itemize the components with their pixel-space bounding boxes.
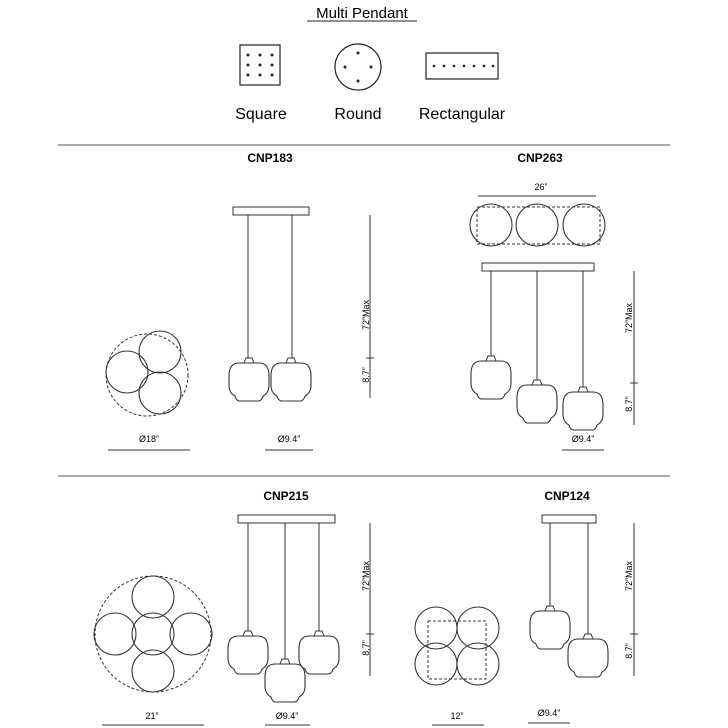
max-height-label: 72”Max bbox=[361, 560, 371, 592]
model-name: CNP124 bbox=[544, 489, 590, 503]
top-width-label: 12” bbox=[450, 711, 464, 721]
side-view bbox=[229, 207, 311, 401]
max-height-label: 72”Max bbox=[624, 560, 634, 592]
model-name: CNP215 bbox=[263, 489, 309, 503]
max-height-label: 72”Max bbox=[361, 299, 371, 331]
top-width-label: 21” bbox=[145, 711, 159, 721]
shade-diameter-label: Ø9.4” bbox=[275, 711, 299, 721]
top-view bbox=[94, 576, 212, 692]
top-view bbox=[106, 331, 188, 416]
model-name: CNP183 bbox=[247, 151, 293, 165]
canopy-label-rectangular: Rectangular bbox=[418, 106, 506, 123]
page-title: Multi Pendant bbox=[316, 5, 408, 22]
shade-diameter-label: Ø9.4” bbox=[571, 434, 595, 444]
product-cnp124 bbox=[415, 489, 638, 725]
round-canopy-icon bbox=[335, 44, 381, 90]
product-cnp215 bbox=[94, 489, 374, 725]
side-view bbox=[530, 515, 608, 677]
square-canopy-icon bbox=[240, 45, 280, 85]
model-name: CNP263 bbox=[517, 151, 563, 165]
rectangular-canopy-icon bbox=[426, 53, 498, 79]
canopy-label-square: Square bbox=[235, 106, 287, 123]
shade-height-label: 8.7” bbox=[361, 367, 371, 383]
top-width-label: 26” bbox=[534, 182, 548, 192]
shade-height-label: 8.7” bbox=[624, 396, 634, 412]
top-view bbox=[470, 204, 605, 246]
product-cnp263 bbox=[470, 151, 638, 450]
shade-diameter-label: Ø9.4” bbox=[277, 434, 301, 444]
side-view bbox=[471, 263, 603, 430]
product-cnp183 bbox=[106, 151, 374, 450]
shade-height-label: 8.7” bbox=[624, 643, 634, 659]
top-view bbox=[415, 607, 499, 685]
top-width-label: Ø18” bbox=[138, 434, 160, 444]
canopy-label-round: Round bbox=[334, 106, 382, 123]
shade-height-label: 8.7” bbox=[361, 640, 371, 656]
max-height-label: 72”Max bbox=[624, 302, 634, 334]
side-view bbox=[228, 515, 339, 702]
shade-diameter-label: Ø9.4” bbox=[537, 708, 561, 718]
